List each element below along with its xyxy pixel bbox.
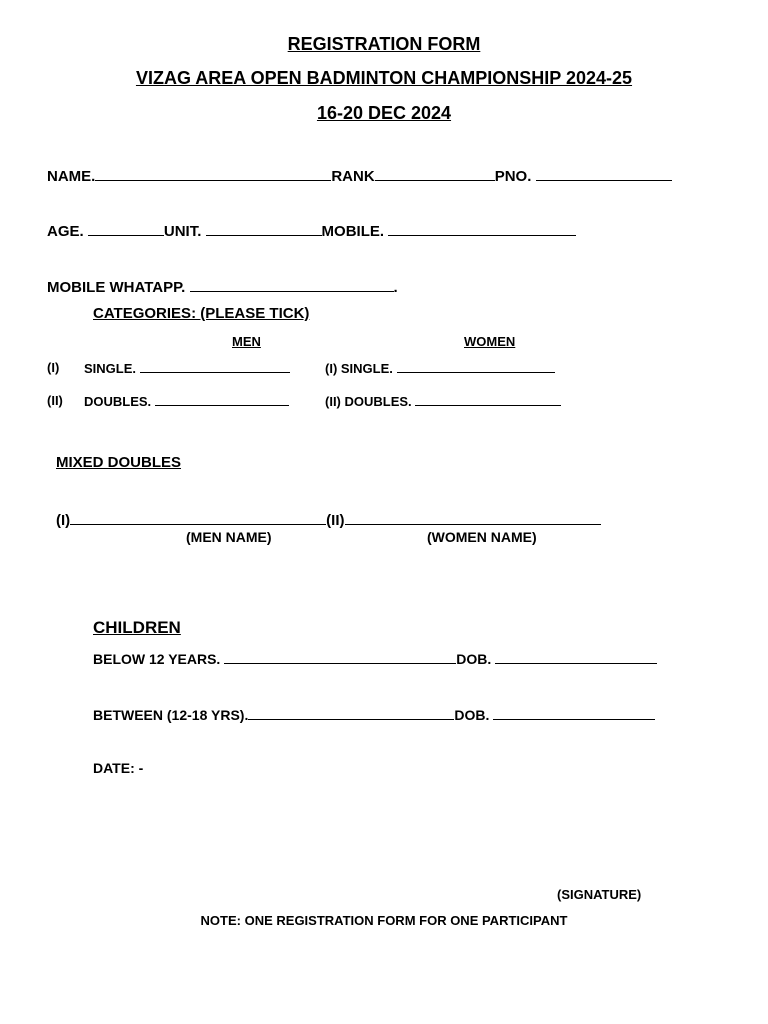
men-doubles-number: (II)	[47, 393, 63, 408]
between-row	[93, 705, 655, 723]
age-unit-mobile-row	[47, 221, 576, 240]
children-heading: CHILDREN	[93, 618, 181, 637]
name-rank-pno-row	[47, 166, 672, 185]
form-title: REGISTRATION FORM	[287, 34, 481, 54]
women-name-caption: (WOMEN NAME)	[427, 529, 537, 545]
mixed-women-field[interactable]	[345, 510, 601, 525]
mixed-doubles-row	[56, 510, 601, 529]
below12-dob-field[interactable]	[495, 649, 657, 664]
mixed-men-field[interactable]	[70, 510, 326, 525]
event-dates: 16-20 DEC 2024	[316, 103, 452, 123]
mixed-doubles-heading: MIXED DOUBLES	[56, 454, 182, 471]
men-single-row	[84, 360, 290, 376]
between-field[interactable]	[248, 705, 454, 720]
below12-field[interactable]	[224, 649, 456, 664]
women-single-field[interactable]	[397, 360, 555, 373]
men-doubles-label: DOUBLES.	[84, 394, 152, 409]
unit-field[interactable]	[206, 221, 322, 236]
unit-label: UNIT.	[163, 223, 202, 240]
mixed-second-label: (II)	[326, 512, 345, 529]
age-field[interactable]	[88, 221, 164, 236]
men-single-label: SINGLE.	[84, 361, 137, 376]
whatsapp-period: .	[393, 279, 398, 296]
whatsapp-row	[47, 277, 398, 296]
men-single-number: (I)	[47, 360, 60, 375]
women-single-label: (I) SINGLE.	[325, 361, 393, 376]
men-single-field[interactable]	[140, 360, 290, 373]
pno-field[interactable]	[536, 166, 672, 181]
rank-label: RANK	[331, 168, 375, 185]
signature-label: (SIGNATURE)	[557, 887, 642, 902]
age-label: AGE.	[47, 223, 84, 240]
whatsapp-label: MOBILE WHATAPP.	[47, 279, 186, 296]
below12-row	[93, 649, 657, 667]
men-column-label: MEN	[232, 334, 261, 349]
name-label: NAME.	[47, 168, 96, 185]
mixed-first-label: (I)	[56, 512, 71, 529]
women-doubles-field[interactable]	[415, 393, 561, 406]
pno-label: PNO.	[494, 168, 532, 185]
women-column-label: WOMEN	[464, 334, 516, 349]
men-doubles-row	[84, 393, 289, 409]
mobile-field[interactable]	[388, 221, 576, 236]
women-single-row	[325, 360, 555, 376]
men-name-caption: (MEN NAME)	[186, 529, 272, 545]
between-dob-field[interactable]	[493, 705, 655, 720]
mobile-label: MOBILE.	[321, 223, 385, 240]
note: NOTE: ONE REGISTRATION FORM FOR ONE PARTICIPANT	[200, 913, 568, 928]
categories-heading: CATEGORIES: (PLEASE TICK)	[93, 305, 310, 322]
men-doubles-field[interactable]	[155, 393, 289, 406]
name-field[interactable]	[95, 166, 331, 181]
between-label: BETWEEN (12-18 YRS).	[93, 707, 249, 723]
rank-field[interactable]	[375, 166, 495, 181]
below12-label: BELOW 12 YEARS.	[93, 651, 221, 667]
date-label: DATE: -	[93, 760, 144, 776]
below12-dob-label: DOB.	[456, 651, 492, 667]
women-doubles-label: (II) DOUBLES.	[325, 394, 412, 409]
women-doubles-row	[325, 393, 561, 409]
between-dob-label: DOB.	[454, 707, 490, 723]
event-title: VIZAG AREA OPEN BADMINTON CHAMPIONSHIP 2024-25	[135, 68, 633, 88]
whatsapp-field[interactable]	[190, 277, 394, 292]
